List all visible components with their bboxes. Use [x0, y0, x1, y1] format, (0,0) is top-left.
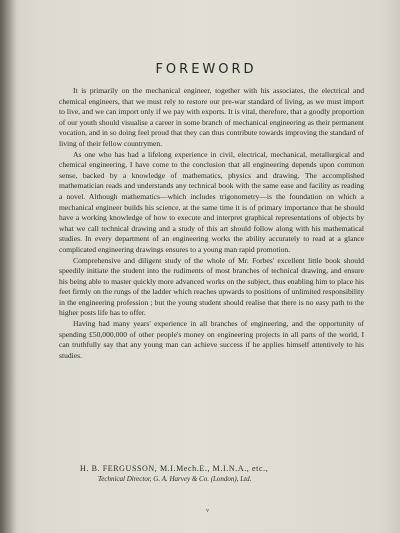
book-page: [12, 0, 400, 533]
signature-block: [72, 464, 372, 483]
signatory-name: H. B. FERGUSSON, M.I.Mech.E., M.I.N.A., etc.,: [80, 464, 269, 473]
foreword-body: [59, 86, 364, 361]
page-heading: FOREWORD: [155, 62, 257, 77]
paragraph-2: As one who has had a lifelong experience in civil, electrical, mechanical, metallurgical and chemical engineering, I have come to the conclusion that all engineering depends upon common sense, backed by a knowledge of mathematics, physics and drawing. The accomplished mathematician reads and understands any technical book with the same ease and facility as reading a novel. Although mathematics—which includes trigonometry—is the foundation on which a mechanical engineer builds his science, at the same time it is of primary importance that he should have a working knowledge of how to execute and interpret graphical representations of objects by what we call technical drawing and a study of this art should follow along with his mathematical studies. In every department of an engineering works the ability accurately to read at a glance complicated engineering drawings ensures to a young man rapid promotion.: [59, 149, 364, 254]
paragraph-3: Comprehensive and diligent study of the whole of Mr. Forbes' excellent little book should speedily initiate the student into the rudiments of most branches of technical drawing, and ensure his being able to master quickly more advanced works on the subject, thus enabling him to place his feet firmly on the rungs of the ladder which reaches upwards to positions of unlimited responsibility in the engineering profession ; but the young student should realise that there is no easy path to the higher posts life has to offer.: [59, 255, 364, 318]
paragraph-4: Having had many years' experience in all branches of engineering, and the opportunity of spending £50,000,000 of other people's money on engineering projects in all parts of the world, I can truthfully say that any young man can achieve success if he applies himself attentively to his studies.: [59, 319, 364, 360]
page-number: v: [206, 508, 209, 514]
signatory-title: Technical Director, G. A. Harvey & Co. (London), Ltd.: [98, 475, 252, 483]
paragraph-1: It is primarily on the mechanical engineer, together with his associates, the electrical and chemical engineers, that we must rely to restore our pre-war standard of living, as we must import to live, and we can import only if we pay with exports. It is vital, therefore, that a goodly proportion of our youth should visualise a career in some branch of mechanical engineering as their permanent vocation, and in so doing feel proud that they can thus contribute towards improving the standard of living of their fellow countrymen.: [59, 86, 364, 148]
